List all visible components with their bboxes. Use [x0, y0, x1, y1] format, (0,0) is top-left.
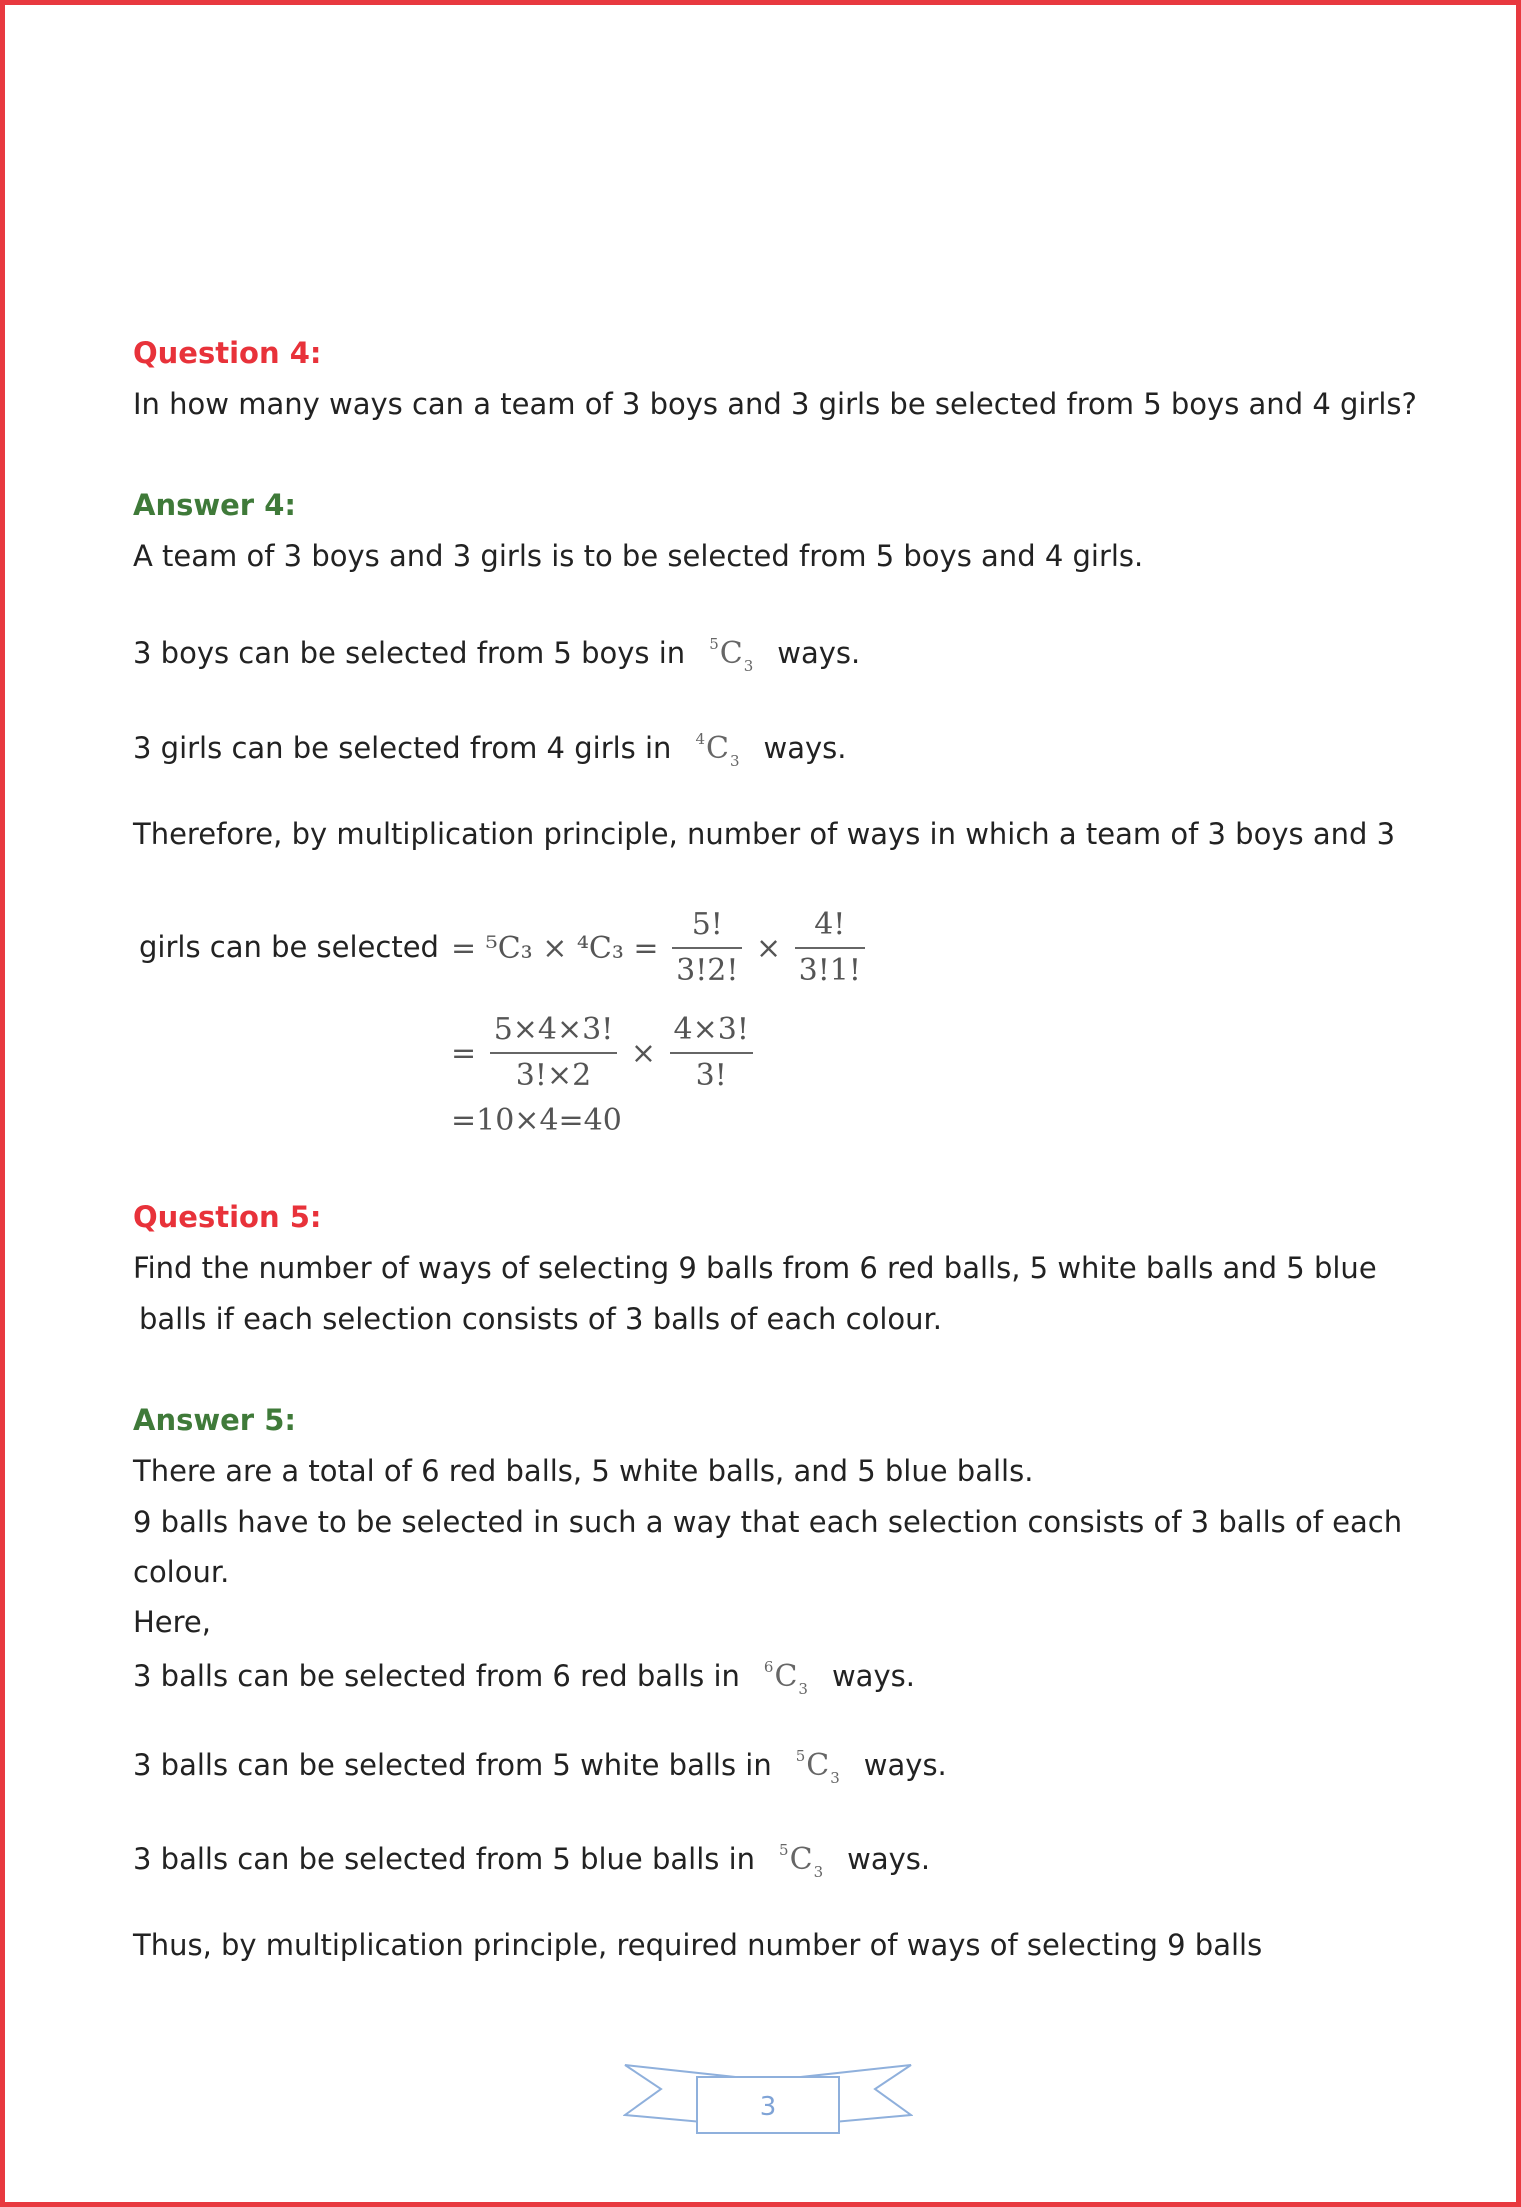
combination-4c3: $^4C_3$ [695, 730, 740, 770]
equals-sign: = [451, 1035, 477, 1071]
page-number: 3 [759, 2092, 777, 2122]
fraction-expanded-2 [670, 1010, 753, 1096]
times-sign: × [755, 930, 782, 966]
times-sign: × [630, 1035, 656, 1071]
answer-4-line-5-label: girls can be selected [139, 930, 439, 964]
fraction-numerator: 4×3! [670, 1010, 753, 1054]
equation-line-3: =10×4=40 [451, 1103, 622, 1138]
combination-n: 5 [709, 635, 719, 653]
combination-5c3-blue: $^5C_3$ [779, 1841, 824, 1881]
fraction-4-over-3-1 [795, 905, 865, 991]
fraction-numerator: 5×4×3! [490, 1010, 618, 1054]
fraction-denominator: 3!×2 [515, 1058, 592, 1093]
answer-5-line-6-text: 3 balls can be selected from 5 white balls in [133, 1748, 772, 1782]
answer-5-line-7-ways: ways. [847, 1842, 931, 1876]
fraction-numerator: 5! [672, 905, 742, 949]
equation-line-2 [447, 1010, 753, 1096]
combination-n: 6 [763, 1658, 774, 1676]
question-5-text-2: balls if each selection consists of 3 balls of each colour. [139, 1302, 942, 1336]
answer-5-line-7-text: 3 balls can be selected from 5 blue balls in [133, 1842, 756, 1876]
fraction-numerator: 4! [795, 905, 865, 949]
answer-4-line-4: Therefore, by multiplication principle, number of ways in which a team of 3 boys and 3 [133, 817, 1396, 851]
combination-r: 3 [830, 1769, 840, 1787]
fraction-denominator: 3! [695, 1058, 727, 1093]
fraction-denominator: 3!1! [798, 953, 861, 988]
combination-6c3: $^6C_3$ [763, 1658, 808, 1698]
question-4-text: In how many ways can a team of 3 boys and 3 girls be selected from 5 boys and 4 girls? [133, 387, 1417, 421]
answer-5-line-6 [133, 1736, 947, 1798]
answer-5-line-6-ways: ways. [863, 1748, 947, 1782]
question-5-text-1: Find the number of ways of selecting 9 balls from 6 red balls, 5 white balls and 5 blue [133, 1251, 1377, 1285]
combination-5c3: $^5C_3$ [709, 635, 754, 675]
fraction-expanded-1 [490, 1010, 618, 1096]
answer-5-line-5 [133, 1647, 915, 1709]
combination-n: 5 [779, 1841, 789, 1859]
answer-5-line-7 [133, 1830, 930, 1892]
combination-r: 3 [729, 752, 740, 770]
answer-5-line-5-ways: ways. [831, 1659, 915, 1693]
combination-r: 3 [743, 657, 754, 675]
answer-5-line-5-text: 3 balls can be selected from 6 red balls in [133, 1659, 740, 1693]
answer-4-heading: Answer 4: [133, 488, 296, 522]
answer-5-heading: Answer 5: [133, 1403, 296, 1437]
combination-r: 3 [813, 1863, 824, 1881]
answer-5-line-2: 9 balls have to be selected in such a way that each selection consists of 3 balls of each [133, 1505, 1403, 1539]
question-5-heading: Question 5: [133, 1200, 322, 1234]
answer-4-line-3-text: 3 girls can be selected from 4 girls in [133, 731, 672, 765]
fraction-5-over-3-2 [672, 905, 742, 991]
answer-5-line-8: Thus, by multiplication principle, required number of ways of selecting 9 balls [133, 1928, 1263, 1962]
question-4-heading: Question 4: [133, 336, 322, 370]
answer-5-line-3: colour. [133, 1555, 230, 1589]
answer-4-line-1: A team of 3 boys and 3 girls is to be selected from 5 boys and 4 girls. [133, 539, 1144, 573]
answer-5-line-4: Here, [133, 1605, 211, 1639]
answer-4-line-2-ways: ways. [777, 636, 861, 670]
answer-5-line-1: There are a total of 6 red balls, 5 white balls, and 5 blue balls. [133, 1454, 1034, 1488]
equation-line-1 [447, 905, 865, 991]
equation-1-lhs: = ⁵C₃ × ⁴C₃ = [451, 930, 659, 966]
combination-5c3-white: $^5C_3$ [795, 1747, 840, 1787]
fraction-denominator: 3!2! [676, 953, 739, 988]
answer-4-line-2-text: 3 boys can be selected from 5 boys in [133, 636, 686, 670]
combination-r: 3 [798, 1680, 808, 1698]
combination-n: 5 [795, 1747, 806, 1765]
answer-4-line-2 [133, 624, 860, 686]
page-number-ribbon [623, 2059, 913, 2139]
combination-n: 4 [695, 730, 705, 748]
answer-4-line-3-ways: ways. [763, 731, 847, 765]
answer-4-line-3 [133, 719, 847, 781]
